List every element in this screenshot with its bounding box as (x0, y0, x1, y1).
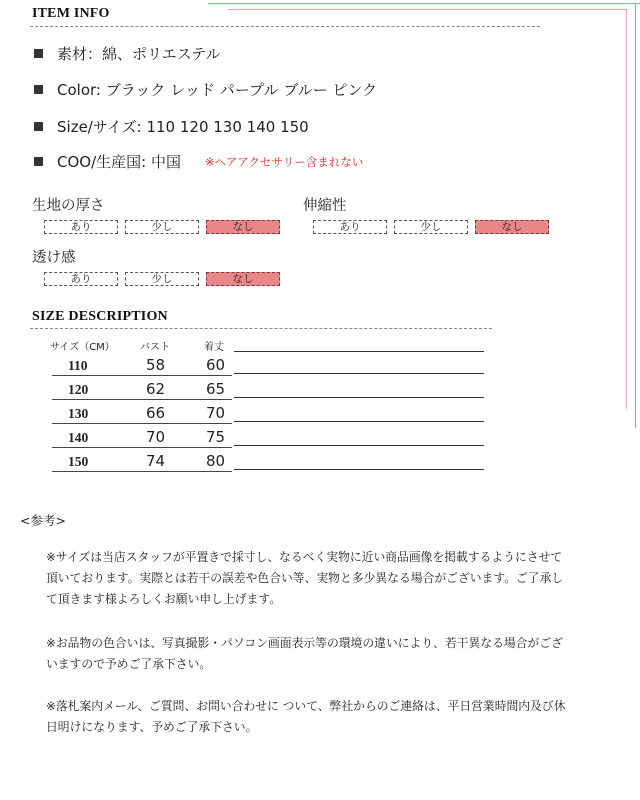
bust-cell: 70 (146, 428, 166, 446)
reference-paragraph-contact: ※落札案内メール、ご質問、お問い合わせに ついて、弊社からのご連絡は、平日営業時間内及び休日明けになります、予めご了承下さい。 (46, 699, 566, 734)
square-bullet-icon (34, 157, 43, 166)
square-bullet-icon (34, 85, 43, 94)
info-line-coo (34, 151, 363, 172)
table-row (0, 356, 640, 378)
chip-option: あり (313, 220, 387, 234)
attr-label-thickness: 生地の厚さ (32, 198, 105, 214)
bust-cell: 74 (146, 452, 166, 470)
row-underline (52, 447, 232, 448)
item-info-divider (30, 26, 540, 27)
info-line-color (34, 79, 377, 100)
chip-option: 少し (394, 220, 468, 234)
attr-chips-sheerness (44, 272, 280, 286)
frame-line-right-inner (626, 9, 627, 409)
size-description-title: SIZE DESCRIPTION (32, 309, 168, 324)
info-line-text: COO/生産国: 中国 (57, 153, 181, 171)
row-underline (52, 423, 232, 424)
row-line (234, 421, 484, 422)
reference-paragraph-color: ※お品物の色合いは、写真撮影・パソコン画面表示等の環境の違いにより、若干異なる場合がございますので予めご了承下さい。 (46, 636, 563, 671)
row-line (234, 445, 484, 446)
bust-cell: 66 (146, 404, 166, 422)
size-cell: 140 (68, 430, 89, 445)
info-line-size (34, 116, 309, 137)
frame-line-top-inner (228, 9, 626, 10)
table-row (0, 380, 640, 402)
info-line-text: 素材：綿、ポリエステル (57, 45, 221, 63)
length-cell: 60 (206, 356, 226, 374)
attr-label-stretch: 伸縮性 (303, 198, 347, 214)
attr-label-sheerness: 透け感 (32, 250, 76, 266)
row-line (234, 397, 484, 398)
hair-accessory-note: ※ヘアアクセサリー含まれない (204, 154, 364, 169)
chip-option: 少し (125, 220, 199, 234)
chip-option-selected: なし (206, 220, 280, 234)
length-cell: 65 (206, 380, 226, 398)
size-cell: 120 (68, 382, 89, 397)
info-line-text: Color: ブラック レッド パープル ブルー ピンク (57, 81, 378, 99)
table-row (0, 452, 640, 474)
table-row (0, 428, 640, 450)
info-line-text: Size/サイズ: 110 120 130 140 150 (57, 118, 309, 136)
frame-line-top (208, 3, 640, 4)
size-description-divider (30, 328, 492, 329)
item-info-title: ITEM INFO (32, 6, 110, 21)
size-cell: 110 (68, 358, 88, 373)
chip-option: あり (44, 272, 118, 286)
chip-option: あり (44, 220, 118, 234)
square-bullet-icon (34, 49, 43, 58)
row-line (234, 469, 484, 470)
reference-label: <参考> (20, 513, 66, 528)
table-row (0, 404, 640, 426)
reference-paragraph-sizing: ※サイズは当店スタッフが平置きで採寸し、なるべく実物に近い商品画像を掲載するようにさせて頂いております。実際とは若干の誤差や色合い等、実物と多少異なる場合がございます。ご了承して頂きます様よろしくお願い申し上げます。 (46, 550, 564, 606)
bust-cell: 58 (146, 356, 166, 374)
size-cell: 150 (68, 454, 89, 469)
square-bullet-icon (34, 122, 43, 131)
row-line (234, 373, 484, 374)
attr-chips-stretch (313, 220, 549, 234)
chip-option: 少し (125, 272, 199, 286)
bust-cell: 62 (146, 380, 166, 398)
chip-option-selected: なし (206, 272, 280, 286)
length-cell: 75 (206, 428, 226, 446)
size-header-length: 着丈 (204, 342, 224, 353)
length-cell: 80 (206, 452, 226, 470)
row-underline (52, 399, 232, 400)
length-cell: 70 (206, 404, 226, 422)
size-header-line (234, 351, 484, 352)
size-header-bust: バスト (140, 342, 170, 353)
attr-chips-thickness (44, 220, 280, 234)
info-line-material (34, 43, 221, 64)
chip-option-selected: なし (475, 220, 549, 234)
row-underline (52, 375, 232, 376)
size-cell: 130 (68, 406, 89, 421)
row-underline (52, 471, 232, 472)
size-header-size: サイズ（CM） (50, 342, 115, 353)
